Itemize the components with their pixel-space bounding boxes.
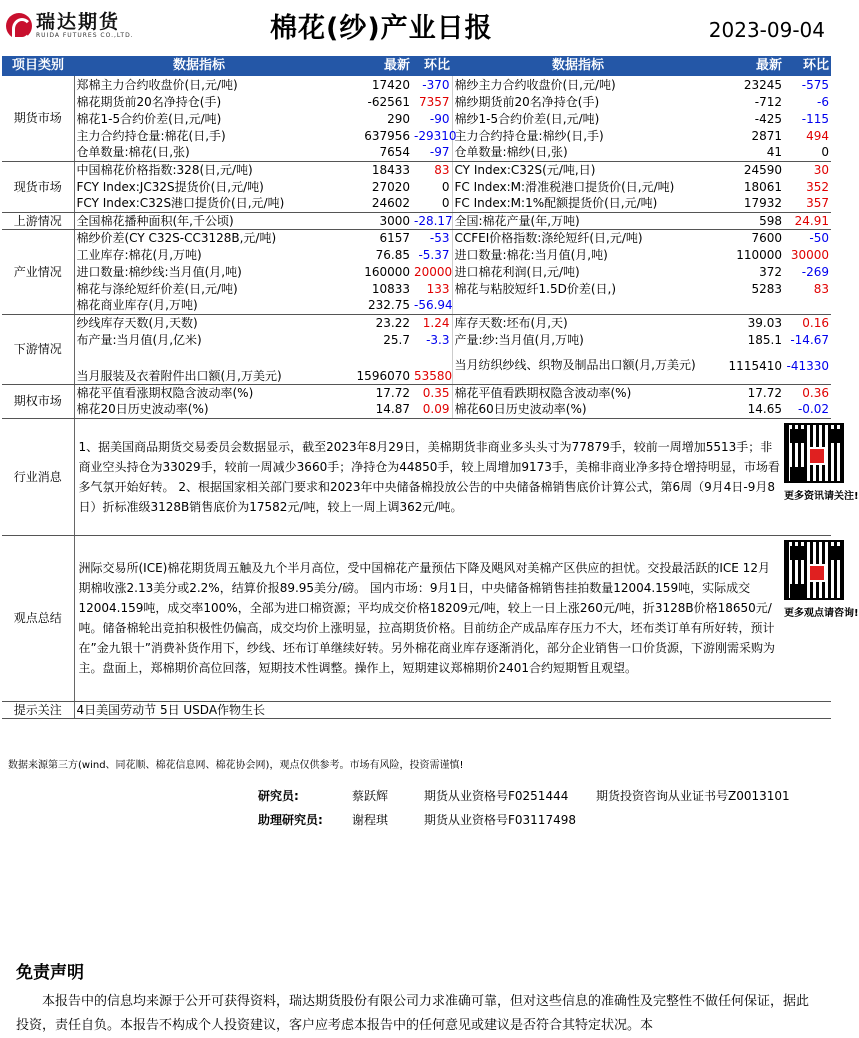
researcher-name: 蔡跃辉 xyxy=(352,789,389,803)
change-value: 494 xyxy=(806,128,829,143)
indicator-name: 当月纺织纱线、织物及制品出口额(月,万美元) xyxy=(452,348,704,384)
latest-value: 110000 xyxy=(736,247,782,262)
report-title: 棉花(纱)产业日报 xyxy=(270,13,493,44)
col-header: 环比 xyxy=(784,56,831,76)
change-value: -6 xyxy=(817,94,829,109)
company-logo xyxy=(6,12,134,40)
change-value: -269 xyxy=(801,264,829,279)
indicator-name: FCY Index:C32S港口提货价(日,元/吨) xyxy=(74,195,324,212)
change-value: -29310 xyxy=(414,128,457,143)
indicator-name: 棉花期货前20名净持仓(手) xyxy=(76,94,222,109)
researcher-row xyxy=(258,787,790,811)
industry-news-row xyxy=(2,418,831,535)
table-row xyxy=(2,178,831,195)
indicator-name: 棉纱期货前20名净持仓(手) xyxy=(452,93,704,110)
table-row xyxy=(2,348,831,384)
category-cell: 行业消息 xyxy=(2,418,74,535)
change-value: 0.35 xyxy=(422,385,450,400)
change-value: -14.67 xyxy=(790,332,829,347)
ruida-logo-icon xyxy=(6,13,32,39)
indicator-name: 仓单数量:棉花(日,张) xyxy=(74,144,324,161)
change-value: -3.3 xyxy=(426,332,450,347)
researcher-row xyxy=(258,811,790,835)
table-row xyxy=(2,127,831,144)
change-value: 0 xyxy=(784,144,831,161)
latest-value: 1596070 xyxy=(324,348,412,384)
latest-value: 41 xyxy=(704,144,784,161)
latest-value: 17932 xyxy=(704,195,784,212)
indicator-name: 全国:棉花产量(年,万吨) xyxy=(452,212,704,229)
indicator-name: 棉花平值看涨期权隐含波动率(%) xyxy=(76,385,254,400)
latest-value: 637956 xyxy=(364,128,410,143)
latest-value: 5283 xyxy=(751,281,782,296)
change-value: 30000 xyxy=(790,247,829,262)
indicator-name: 布产量:当月值(月,亿米) xyxy=(76,332,202,347)
change-value: 1.24 xyxy=(422,315,450,330)
viewpoint-row xyxy=(2,535,831,701)
change-value: -370 xyxy=(422,77,450,92)
table-row xyxy=(2,331,831,348)
change-value: 7357 xyxy=(418,94,450,109)
latest-value: 24590 xyxy=(743,162,782,177)
col-header: 最新 xyxy=(704,56,784,76)
change-value: 30 xyxy=(813,162,829,177)
latest-value: 2871 xyxy=(751,128,782,143)
disclaimer-text: 本报告中的信息均来源于公开可获得资料，瑞达期货股份有限公司力求准确可靠，但对这些信息的准确性及完整性不做任何保证，据此投资，责任自负。本报告不构成个人投资建议，客户应考虑本报告中的任何意见或建议是否符合其特定状况。本 xyxy=(16,994,810,1033)
latest-value: 3000 xyxy=(324,212,412,229)
table-row xyxy=(2,76,831,93)
indicator-name: CY Index:C32S(元/吨,日) xyxy=(452,161,704,178)
latest-value: 7600 xyxy=(751,230,782,245)
indicator-name: CCFEI价格指数:涤纶短纤(日,元/吨) xyxy=(452,229,704,246)
category-cell: 上游情况 xyxy=(2,212,74,229)
latest-value: 6157 xyxy=(379,230,410,245)
industry-news-text: 1、据美国商品期货交易委员会数据显示，截至2023年8月29日，美棉期货非商业多头头寸为77879手，较前一周增加5513手；非商业空头持仓为33029手，较前一周减少3660手；净持仓为44850手，较上周增加9173手，美棉非商业净多持仓增持明显，市场看多气氛开始好转。 2、根据国家相关部门要求和2023年中央储备棉投放公告的中央储备棉销售底价计算公式，第6周（9月4日-9月8日）折标准级3128B销售底价为17582元/吨，较上一周上调362元/吨。 xyxy=(74,418,784,535)
indicator-name: 棉花平值看跌期权隐含波动率(%) xyxy=(452,384,704,401)
indicator-name: 工业库存:棉花(月,万吨) xyxy=(76,247,202,262)
latest-value: 76.85 xyxy=(375,247,410,262)
change-value: 352 xyxy=(806,179,829,194)
latest-value: 1115410 xyxy=(704,348,784,384)
change-value: 0 xyxy=(441,179,450,194)
change-value: 20000 xyxy=(414,264,453,279)
category-cell: 期货市场 xyxy=(2,76,74,161)
latest-value: 14.65 xyxy=(704,401,784,418)
indicator-name: FC Index:M:1%配额提货价(日,元/吨) xyxy=(452,195,704,212)
latest-value: 23245 xyxy=(743,77,782,92)
data-source-note: 数据来源第三方(wind、同花顺、棉花信息网、棉花协会网)，观点仅供参考。市场有风险，投资需谨慎! xyxy=(8,760,464,771)
indicator-name: 棉花20日历史波动率(%) xyxy=(74,401,324,418)
change-value: 133 xyxy=(426,281,450,296)
latest-value: 290 xyxy=(387,111,410,126)
latest-value: 598 xyxy=(704,212,784,229)
report-date: 2023-09-04 xyxy=(708,18,825,42)
qr-caption: 更多观点请咨询! xyxy=(784,607,859,619)
latest-value: 18433 xyxy=(371,162,410,177)
data-table xyxy=(2,56,859,719)
qr-code-icon xyxy=(784,423,844,483)
category-cell: 现货市场 xyxy=(2,161,74,212)
researcher-license: 期货从业资格号F0251444 xyxy=(424,789,569,803)
viewpoint-text: 洲际交易所(ICE)棉花期货周五触及九个半月高位，受中国棉花产量预估下降及飓风对美棉产区供应的担忧。交投最活跃的ICE 12月期棉收涨2.13美分或2.2%，结算价报89.95美分/磅。 国内市场：9月1日，中央储备棉销售挂拍数量12004.159吨，实际成交12004.159吨，成交率100%，全部为进口棉资源；平均成交价格18209元/吨，较上一日上涨260元/吨，折3128B价格18650元/吨。储备棉轮出竞拍积极性仍偏高，成交均价上涨明显，拉高期货价格。目前纺企产成品库存压力不大，坯布类订单有所好转，预计在”金九银十”消费补货作用下，纱线、坯布订单继续好转。另外棉花商业库存逐渐消化，部分企业销售一口价货源，下游刚需采购为主。盘面上，郑棉期价高位回落，短期技术性调整。操作上，短期建议郑棉期价2401合约短期暂且观望。 xyxy=(74,535,784,701)
report-header xyxy=(0,0,833,50)
indicator-name xyxy=(452,297,704,314)
indicator-name: 棉花1-5合约价差(日,元/吨) xyxy=(76,111,222,126)
disclaimer-title: 免责声明 xyxy=(16,963,84,983)
change-value: 0.16 xyxy=(802,315,829,330)
indicator-name: 棉纱1-5合约价差(日,元/吨) xyxy=(452,110,704,127)
change-value: -41330 xyxy=(784,348,831,384)
latest-value: 18061 xyxy=(743,179,782,194)
category-cell: 期权市场 xyxy=(2,384,74,418)
col-header: 数据指标 xyxy=(452,56,704,76)
col-header: 项目类别 xyxy=(2,56,74,76)
latest-value: 17420 xyxy=(371,77,410,92)
table-row xyxy=(2,229,831,246)
table-row xyxy=(2,195,831,212)
indicator-name: FCY Index:JC32S提货价(日,元/吨) xyxy=(76,179,264,194)
latest-value: 39.03 xyxy=(747,315,782,330)
col-header: 最新 xyxy=(324,56,412,76)
change-value: -53 xyxy=(429,230,450,245)
table-row xyxy=(2,401,831,418)
indicator-name: 棉花与涤纶短纤价差(日,元/吨) xyxy=(76,281,238,296)
indicator-name: 主力合约持仓量:棉花(日,手) xyxy=(76,128,226,143)
change-value: -0.02 xyxy=(784,401,831,418)
researcher-consult-license: 期货投资咨询从业证书号Z0013101 xyxy=(596,789,790,803)
indicator-name: 棉纱价差(CY C32S-CC3128B,元/吨) xyxy=(76,230,277,245)
latest-value: 24602 xyxy=(324,195,412,212)
col-header: 环比 xyxy=(412,56,452,76)
latest-value: 232.75 xyxy=(324,297,412,314)
indicator-name: 当月服装及衣着附件出口额(月,万美元) xyxy=(74,348,324,384)
researcher-label: 助理研究员: xyxy=(258,813,323,827)
table-row xyxy=(2,110,831,127)
table-row xyxy=(2,297,831,314)
table-row xyxy=(2,246,831,263)
indicator-name: 库存天数:坯布(月,天) xyxy=(452,314,704,331)
indicator-name: 棉花与粘胶短纤1.5D价差(日,) xyxy=(452,280,704,297)
indicator-name: 中国棉花价格指数:328(日,元/吨) xyxy=(76,162,253,177)
latest-value: 25.7 xyxy=(383,332,410,347)
table-row xyxy=(2,263,831,280)
researcher-name: 谢程琪 xyxy=(352,813,389,827)
category-cell: 下游情况 xyxy=(2,314,74,384)
change-value: 24.91 xyxy=(784,212,831,229)
table-row xyxy=(2,314,831,331)
category-cell: 观点总结 xyxy=(2,535,74,701)
change-value: -56.94 xyxy=(414,298,453,313)
change-value: 0.36 xyxy=(802,385,829,400)
indicator-name: 棉纱主力合约收盘价(日,元/吨) xyxy=(452,76,704,93)
researcher-license: 期货从业资格号F03117498 xyxy=(424,813,576,827)
researcher-label: 研究员: xyxy=(258,789,299,803)
researchers-block xyxy=(258,787,790,835)
latest-value: 14.87 xyxy=(324,401,412,418)
latest-value: 185.1 xyxy=(747,332,782,347)
category-cell: 提示关注 xyxy=(2,701,74,718)
change-value: -115 xyxy=(801,111,829,126)
indicator-name: 产量:纱:当月值(月,万吨) xyxy=(452,331,704,348)
indicator-name: 全国棉花播种面积(年,千公顷) xyxy=(74,212,324,229)
latest-value: 372 xyxy=(759,264,782,279)
qr-code-icon xyxy=(784,540,844,600)
change-value: 0.09 xyxy=(412,401,452,418)
indicator-name: 棉花商业库存(月,万吨) xyxy=(74,297,324,314)
indicator-name: 棉花60日历史波动率(%) xyxy=(452,401,704,418)
latest-value: -712 xyxy=(754,94,782,109)
table-row xyxy=(2,93,831,110)
logo-english: RUIDA FUTURES CO.,LTD. xyxy=(36,32,134,39)
change-value: -28.17 xyxy=(414,213,453,228)
latest-value: -62561 xyxy=(367,94,410,109)
change-value: 83 xyxy=(434,162,450,177)
latest-value: 17.72 xyxy=(747,385,782,400)
change-value: -5.37 xyxy=(418,247,450,262)
reminder-text: 4日美国劳动节 5日 USDA作物生长 xyxy=(74,701,831,718)
latest-value xyxy=(704,297,784,314)
change-value: -97 xyxy=(412,144,452,161)
table-header-row xyxy=(2,56,831,76)
indicator-name: 主力合约持仓量:棉纱(日,手) xyxy=(452,127,704,144)
logo-name: 瑞达期货 xyxy=(36,11,121,33)
change-value: -90 xyxy=(429,111,450,126)
latest-value: 160000 xyxy=(364,264,410,279)
change-value: 0 xyxy=(412,195,452,212)
latest-value: 10833 xyxy=(371,281,410,296)
category-cell: 产业情况 xyxy=(2,229,74,314)
latest-value: 7654 xyxy=(324,144,412,161)
indicator-name: FC Index:M:滑准税港口提货价(日,元/吨) xyxy=(452,178,704,195)
change-value: 357 xyxy=(784,195,831,212)
change-value: 83 xyxy=(813,281,829,296)
indicator-name: 仓单数量:棉纱(日,张) xyxy=(452,144,704,161)
indicator-name: 进口数量:棉纱线:当月值(月,吨) xyxy=(76,264,242,279)
table-row xyxy=(2,161,831,178)
latest-value: 23.22 xyxy=(375,315,410,330)
table-row xyxy=(2,144,831,161)
latest-value: 27020 xyxy=(371,179,410,194)
change-value xyxy=(784,297,831,314)
col-header: 数据指标 xyxy=(74,56,324,76)
change-value: 53580 xyxy=(412,348,452,384)
indicator-name: 郑棉主力合约收盘价(日,元/吨) xyxy=(76,77,238,92)
reminder-row xyxy=(2,701,831,718)
indicator-name: 进口棉花利润(日,元/吨) xyxy=(452,263,704,280)
indicator-name: 纱线库存天数(月,天数) xyxy=(76,315,198,330)
table-row xyxy=(2,384,831,401)
change-value: -575 xyxy=(801,77,829,92)
change-value: -50 xyxy=(809,230,829,245)
latest-value: -425 xyxy=(754,111,782,126)
table-row xyxy=(2,280,831,297)
indicator-name: 进口数量:棉花:当月值(月,吨) xyxy=(452,246,704,263)
latest-value: 17.72 xyxy=(375,385,410,400)
table-row xyxy=(2,212,831,229)
qr-caption: 更多资讯请关注! xyxy=(784,490,859,502)
